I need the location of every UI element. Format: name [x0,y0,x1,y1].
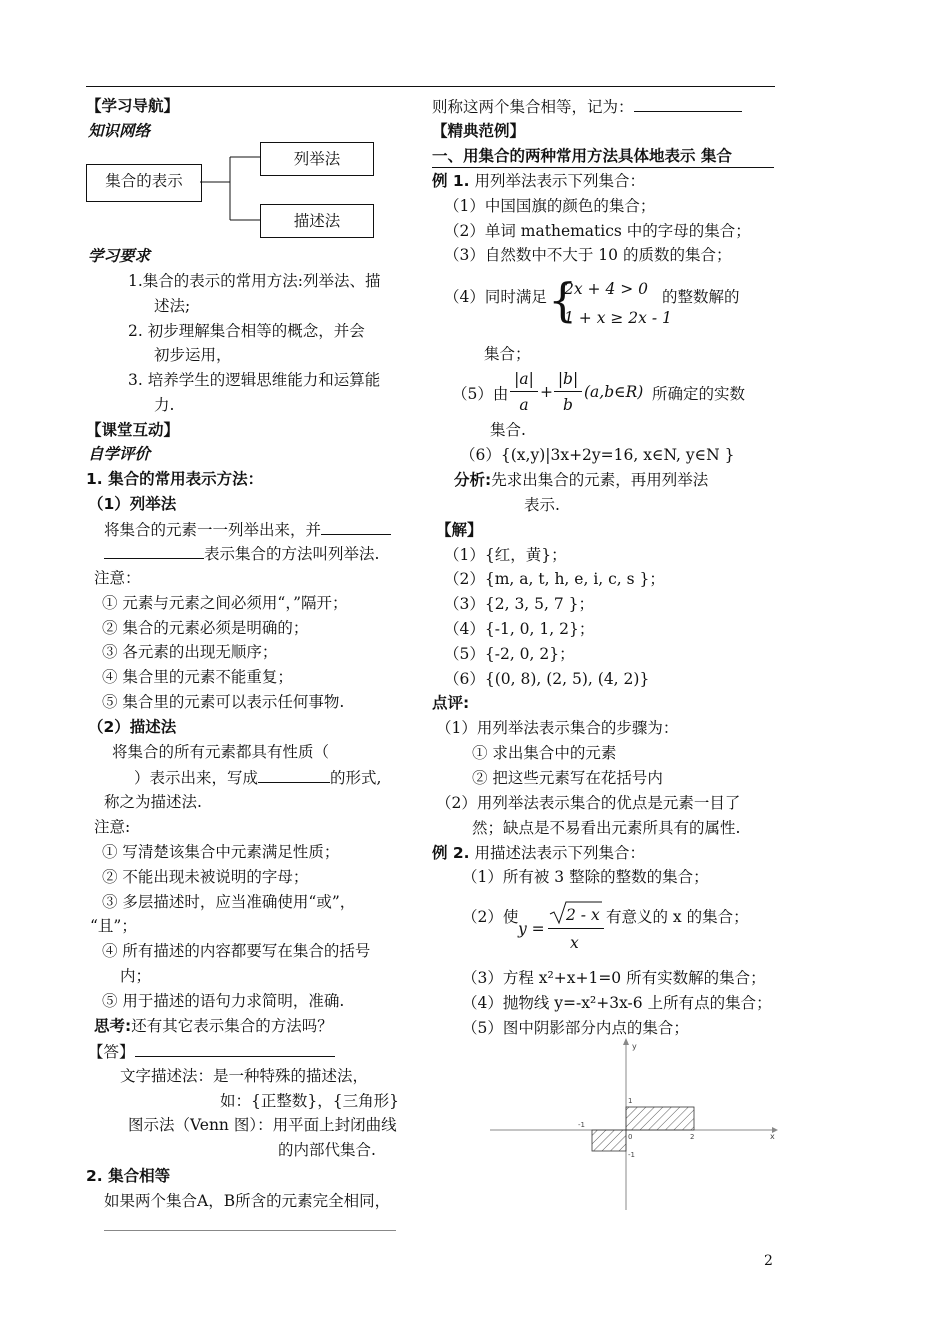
note2-4: ④ 所有描述的内容都要写在集合的括号 [102,942,371,960]
answer-1: 文字描述法：是一种特殊的描述法， [120,1067,369,1085]
section-heading-underline [432,167,774,168]
requirement-2: 2. 初步理解集合相等的概念，并会 [128,322,365,340]
example-2-item-1: （1）所有被 3 整除的整数的集合； [462,868,709,886]
description-method-line3: 称之为描述法. [104,793,202,811]
equality-notation-line: 则称这两个集合相等，记为： [432,95,742,118]
fraction2-numerator: |b| [557,370,579,388]
list-method-text-2 [104,542,379,565]
example-1-item-1: （1）中国国旗的颜色的集合； [444,197,656,215]
comment-1a: ① 求出集合中的元素 [472,744,617,762]
section-2-text: 如果两个集合A，B所含的元素完全相同， [104,1192,391,1210]
examples-heading: 【精典范例】 [432,122,526,140]
solution-2: （2）{m, a, t, h, e, i, c, s }； [444,570,665,588]
example-1-item-5: （5）由 [452,385,509,403]
answer-line: 【答】 [88,1040,335,1063]
answer-2: 如：{正整数}，{三角形} [220,1092,399,1110]
comment-heading: 点评: [432,694,470,712]
note-1: ① 元素与元素之间必须用“，”隔开； [102,594,348,612]
example-1-item-2: （2）单词 mathematics 中的字母的集合； [444,222,751,240]
description-method-line2: ）表示出来，写成 的形式, [134,766,381,789]
example-1: 例 1. 用列举法表示下列集合： [432,172,646,190]
solution-1: （1）{红，黄}； [444,546,567,564]
left-brace: { [548,273,578,327]
note2-1: ① 写清楚该集合中元素满足性质； [102,843,340,861]
fraction2-bar [554,391,582,392]
fraction-condition: (a,b∈R) [584,383,644,401]
example-2-item-2: （2）使 [462,908,519,926]
note-3: ③ 各元素的出现无顺序； [102,643,278,661]
analysis-cont: 表示. [524,496,560,514]
example-1-item-5-tail: 集合. [490,421,526,439]
example-1-item-5-cont: 所确定的实数 [652,385,746,403]
tick-label-minus1-x: -1 [578,1121,585,1129]
example-2-item-5: （5）图中阴影部分内点的集合； [462,1019,689,1037]
answer-3: 图示法（Venn 图）：用平面上封闭曲线 [128,1116,397,1134]
analysis-line: 分析:先求出集合的元素，再用列举法 [454,471,709,489]
inequality-2: 1 + x ≥ 2x - 1 [564,309,672,327]
fraction1-denominator: a [519,396,529,414]
inequality-1: 2x + 4 > 0 [564,280,649,298]
blank-1[interactable] [321,518,391,535]
example-2-item-2-cont: 有意义的 x 的集合； [606,908,749,926]
note2-3-cont: “且”； [90,917,137,935]
y-axis-arrow [623,1038,629,1045]
solution-5: （5）{-2, 0, 2}； [444,645,575,663]
example-1-item-4-tail: 集合； [484,345,531,363]
fraction1-numerator: |a| [514,370,534,388]
comment-1: （1）用列举法表示集合的步骤为： [436,719,679,737]
answer-blank[interactable] [135,1040,335,1057]
equality-blank[interactable] [634,95,742,112]
note2-4-cont: 内； [120,967,152,985]
knowledge-network-heading: 知识网络 [88,122,151,140]
answer-4: 的内部代集合. [278,1141,376,1159]
note2-3: ③ 多层描述时，应当准确使用“或”， [102,893,356,911]
self-study-heading: 自学评价 [88,445,151,463]
shaded-region-graph [480,1035,780,1215]
note2-2: ② 不能出现未被说明的字母； [102,868,309,886]
sqrt-radicand: 2 - x [566,906,600,924]
page-number: 2 [764,1253,773,1269]
description-method-line1: 将集合的所有元素都具有性质（ [112,743,330,761]
fraction2-denominator: b [563,396,573,414]
list-method-line1: 将集合的元素一一列举出来，并 [104,521,322,539]
note-2: ② 集合的元素必须是明确的； [102,619,309,637]
diagram-root: 集合的表示 [86,164,202,202]
comment-2: （2）用列举法表示集合的优点是元素一目了 [436,794,741,812]
tick-label-minus1-y: -1 [628,1151,635,1159]
comment-1b: ② 把这些元素写在花括号内 [472,769,663,787]
tick-label-1: 1 [628,1097,633,1105]
requirement-1: 1.集合的表示的常用方法:列举法、描 [128,272,381,290]
diagram-branch-list: 列举法 [260,142,374,176]
requirement-3: 3. 培养学生的逻辑思维能力和运算能 [128,371,381,389]
requirement-3-cont: 力. [154,396,175,414]
sqrt-fraction-bar [548,928,604,929]
example-1-item-4: （4）同时满足 [444,288,547,306]
requirement-1-cont: 述法; [154,297,191,315]
example-1-item-4-cont: 的整数解的 [662,288,740,306]
footer-rule [104,1230,396,1231]
solution-6: （6）{(0, 8), (2, 5), (4, 2)} [444,670,650,688]
section-2-heading: 2. 集合相等 [86,1167,171,1185]
list-method-text [104,518,391,541]
note2-5: ⑤ 用于描述的语句力求简明，准确. [102,992,345,1010]
tick-label-2: 2 [690,1133,695,1141]
origin-label: 0 [628,1133,633,1141]
note-heading: 注意： [94,569,141,587]
description-method-heading: （2）描述法 [88,718,177,736]
note2-heading: 注意: [94,818,131,836]
diagram-branch-description: 描述法 [260,204,374,238]
sqrt-denominator: x [570,934,579,952]
shaded-rect-negative [592,1130,626,1151]
plus-sign: + [540,383,553,401]
classroom-heading: 【课堂互动】 [86,421,180,439]
requirements-heading: 学习要求 [88,247,151,265]
nav-title: 【学习导航】 [86,97,180,115]
blank-3[interactable] [258,766,330,783]
example-2: 例 2. 用描述法表示下列集合： [432,844,646,862]
y-equals: y = [518,920,545,938]
section-1-heading: 1. 集合的常用表示方法： [86,470,264,488]
example-2-item-4: （4）抛物线 y=-x²+3x-6 上所有点的集合； [462,994,772,1012]
comment-2-cont: 然；缺点是不易看出元素所具有的属性. [472,819,741,837]
note-4: ④ 集合里的元素不能重复； [102,668,293,686]
section-heading-1: 一、用集合的两种常用方法具体地表示 集合 [432,147,732,165]
x-axis-label: x [770,1132,775,1141]
solution-3: （3）{2, 3, 5, 7 }； [444,595,595,613]
example-1-item-3: （3）自然数中不大于 10 的质数的集合； [444,246,732,264]
y-axis-label: y [632,1042,637,1051]
fraction1-bar [510,391,538,392]
header-rule [86,86,775,87]
solution-heading: 【解】 [436,521,483,539]
blank-2[interactable] [104,542,204,559]
requirement-2-cont: 初步运用， [154,346,232,364]
think-line: 思考:还有其它表示集合的方法吗？ [94,1017,333,1035]
list-method-heading: （1）列举法 [88,495,177,513]
shaded-rect-positive [626,1107,694,1130]
example-2-item-3: （3）方程 x²+x+1=0 所有实数解的集合； [462,969,766,987]
solution-4: （4）{-1, 0, 1, 2}； [444,620,595,638]
example-1-item-6: （6）{(x,y)|3x+2y=16, x∈N, y∈N } [460,446,735,464]
list-method-line2: 表示集合的方法叫列举法. [204,545,380,563]
note-5: ⑤ 集合里的元素可以表示任何事物. [102,693,345,711]
diagram-connector [200,150,262,230]
